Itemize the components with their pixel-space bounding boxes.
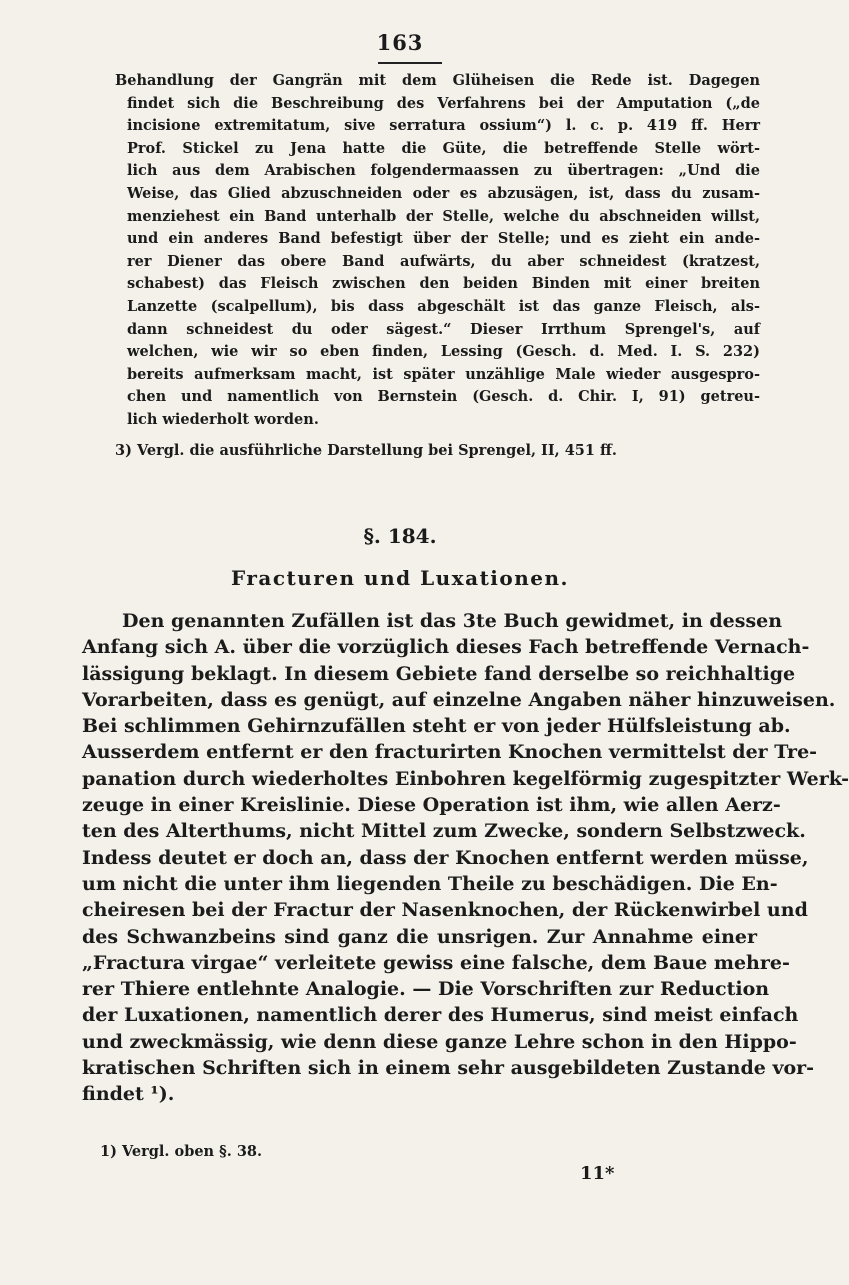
footnote-line: Behandlung der Gangrän mit dem Glüheisen die Rede ist. Dagegen [115,72,760,89]
page-number: 163 [376,30,424,55]
body-line: der Luxationen, namentlich derer des Humerus, sind meist einfach [82,1004,799,1027]
footnote-1: 1) Vergl. oben §. 38. [100,1143,263,1160]
body-line: Ausserdem entfernt er den fracturirten Knochen vermittelst der Tre- [82,741,818,764]
body-line: Vorarbeiten, dass es genügt, auf einzelne Angaben näher hinzuweisen. [82,688,836,711]
footnote-line: Prof. Stickel zu Jena hatte die Güte, die betreffende Stelle wört- [127,139,760,157]
body-paragraph [82,608,849,1108]
body-line: Bei schlimmen Gehirnzufällen steht er von jeder Hülfsleistung ab. [82,715,791,738]
footnote-line: dann schneidest du oder sägest.“ Dieser Irrthum Sprengel's, auf [127,320,760,338]
footnote-line: welchen, wie wir so eben finden, Lessing (Gesch. d. Med. I. S. 232) [127,343,760,361]
body-line: lässigung beklagt. In diesem Gebiete fand derselbe so reichhaltige [82,662,796,685]
page-number-rule [378,62,442,64]
footnotes-top [115,70,760,462]
footnote-line: incisione extremitatum, sive serratura ossium“) l. c. p. 419 ff. Herr [127,117,760,135]
body-line: und zweckmässig, wie denn diese ganze Lehre schon in den Hippo- [82,1030,797,1053]
body-line: findet ¹). [82,1083,175,1106]
footnote-line: chen und namentlich von Bernstein (Gesch. d. Chir. I, 91) getreu- [127,388,760,406]
body-line: Den genannten Zufällen ist das 3te Buch gewidmet, in dessen [122,610,783,632]
body-line: des Schwanzbeins sind ganz die unsrigen. Zur Annahme einer [82,925,757,948]
body-line: zeuge in einer Kreislinie. Diese Operation ist ihm, wie allen Aerz- [82,794,781,817]
footnote-line: schabest) das Fleisch zwischen den beiden Binden mit einer breiten [127,275,760,293]
footnote-3-text: 3) Vergl. die ausführliche Darstellung bei Sprengel, II, 451 ff. [115,441,617,459]
footnote-continuation [115,70,760,432]
footnote-line: menziehest ein Band unterhalb der Stelle, welche du abschneiden willst, [127,207,760,225]
body-line: cheiresen bei der Fractur der Nasenknochen, der Rückenwirbel und [82,899,808,922]
body-line: Anfang sich A. über die vorzüglich dieses Fach betreffende Vernach- [82,636,810,659]
body-line: Indess deutet er doch an, dass der Knochen entfernt werden müsse, [82,846,809,869]
footnote-line: rer Diener das obere Band aufwärts, du aber schneidest (kratzest, [127,252,760,270]
footnote-line: und ein anderes Band befestigt über der Stelle; und es zieht ein ande- [127,230,760,248]
footnote-line: lich aus dem Arabischen folgendermaassen zu übertragen: „Und die [127,162,760,180]
footnote-line: bereits aufmerksam macht, ist später unzählige Male wieder ausgespro- [127,365,760,383]
footnote-line: findet sich die Beschreibung des Verfahrens bei der Amputation („de [127,94,760,112]
body-line: um nicht die unter ihm liegenden Theile zu beschädigen. Die En- [82,872,778,895]
body-line: panation durch wiederholtes Einbohren kegelförmig zugespitzter Werk- [82,767,849,790]
body-line: „Fractura virgae“ verleitete gewiss eine falsche, dem Baue mehre- [82,951,790,974]
footnote-line: lich wiederholt worden. [127,410,319,428]
body-line: rer Thiere entlehnte Analogie. — Die Vorschriften zur Reduction [82,978,770,1001]
body-line: kratischen Schriften sich in einem sehr ausgebildeten Zustande vor- [82,1057,815,1080]
section-number: §. 184. [363,524,437,548]
section-title: Fracturen und Luxationen. [230,566,570,590]
body-line: ten des Alterthums, nicht Mittel zum Zwecke, sondern Selbstzweck. [82,820,806,843]
footnote-line: Lanzette (scalpellum), bis dass abgeschält ist das ganze Fleisch, als- [127,297,760,315]
printer-signature: 11* [580,1163,615,1184]
footnote-line: Weise, das Glied abzuschneiden oder es abzusägen, ist, dass du zusam- [127,184,760,202]
footnote-3 [115,440,760,463]
